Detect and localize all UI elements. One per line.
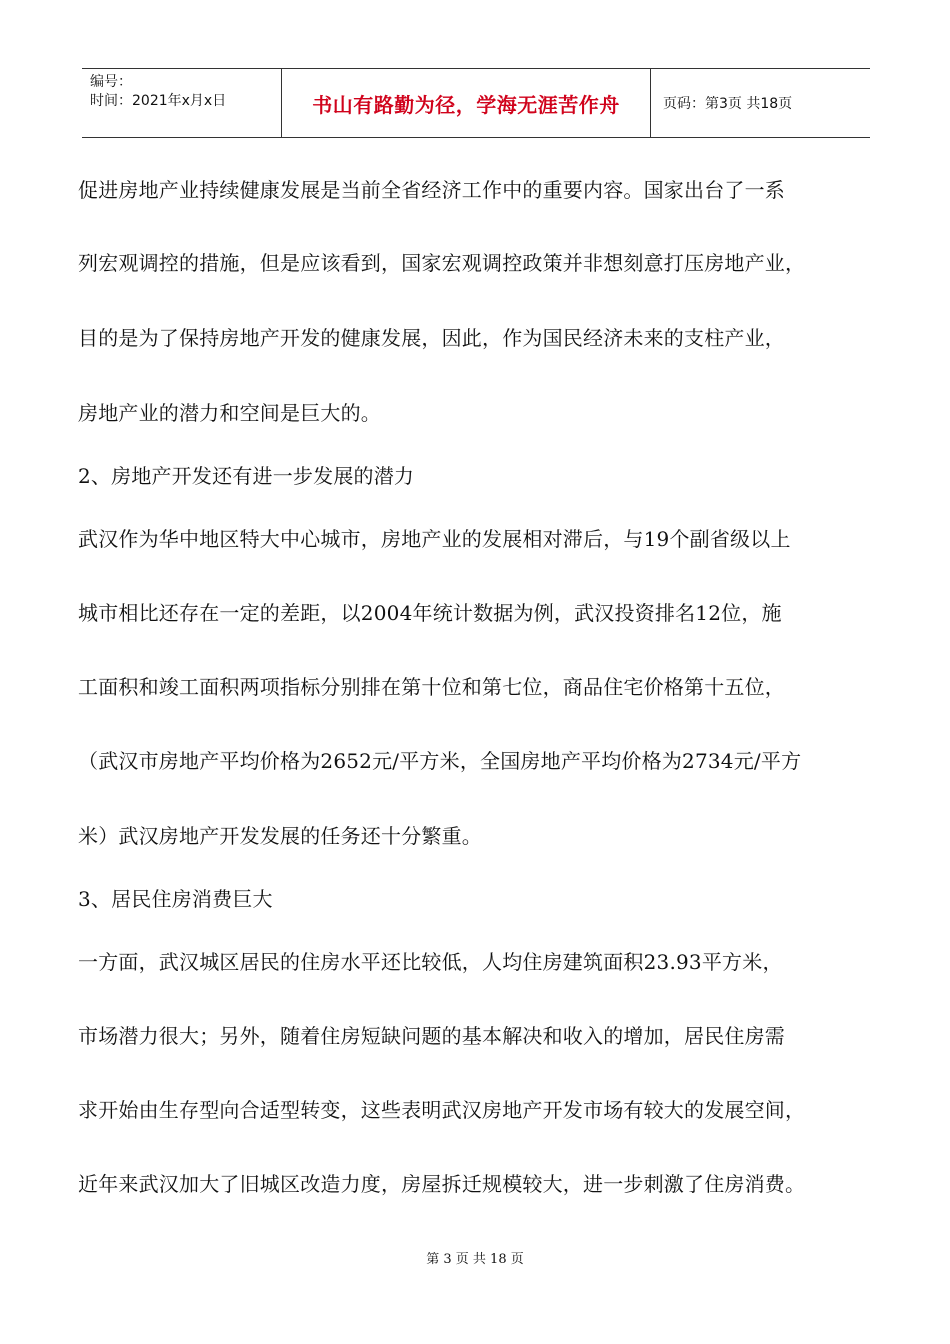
body-line: （武汉市房地产平均价格为2652元/平方米，全国房地产平均价格为2734元/平方	[78, 749, 802, 773]
body-line: 促进房地产业持续健康发展是当前全省经济工作中的重要内容。国家出台了一系	[78, 178, 785, 202]
body-line: 目的是为了保持房地产开发的健康发展，因此，作为国民经济未来的支柱产业，	[78, 326, 785, 350]
body-line: 求开始由生存型向合适型转变，这些表明武汉房地产开发市场有较大的发展空间，	[78, 1098, 806, 1122]
body-line: 近年来武汉加大了旧城区改造力度，房屋拆迁规模较大，进一步刺激了住房消费。	[78, 1172, 806, 1196]
body-line: 列宏观调控的措施，但是应该看到，国家宏观调控政策并非想刻意打压房地产业，	[78, 251, 806, 275]
section-heading: 3、居民住房消费巨大	[78, 887, 273, 911]
header-page-info: 页码：第3页 共18页	[663, 96, 793, 112]
body-line: 房地产业的潜力和空间是巨大的。	[78, 401, 381, 425]
header-date: 时间：2021年x月x日	[90, 93, 227, 109]
page-footer: 第 3 页 共 18 页	[426, 1252, 524, 1267]
body-line: 一方面，武汉城区居民的住房水平还比较低，人均住房建筑面积23.93平方米，	[78, 950, 783, 974]
header-meta	[82, 69, 282, 137]
document-header	[82, 68, 870, 138]
body-line: 武汉作为华中地区特大中心城市，房地产业的发展相对滞后，与19个副省级以上	[78, 527, 791, 551]
body-line: 米）武汉房地产开发发展的任务还十分繁重。	[78, 824, 482, 848]
header-number: 编号：	[90, 74, 132, 90]
section-heading: 2、房地产开发还有进一步发展的潜力	[78, 464, 415, 488]
body-line: 市场潜力很大；另外，随着住房短缺问题的基本解决和收入的增加，居民住房需	[78, 1024, 785, 1048]
body-line: 城市相比还存在一定的差距，以2004年统计数据为例，武汉投资排名12位，施	[78, 601, 782, 625]
body-line: 工面积和竣工面积两项指标分别排在第十位和第七位，商品住宅价格第十五位，	[78, 675, 785, 699]
header-motto: 书山有路勤为径，学海无涯苦作舟	[282, 69, 651, 137]
